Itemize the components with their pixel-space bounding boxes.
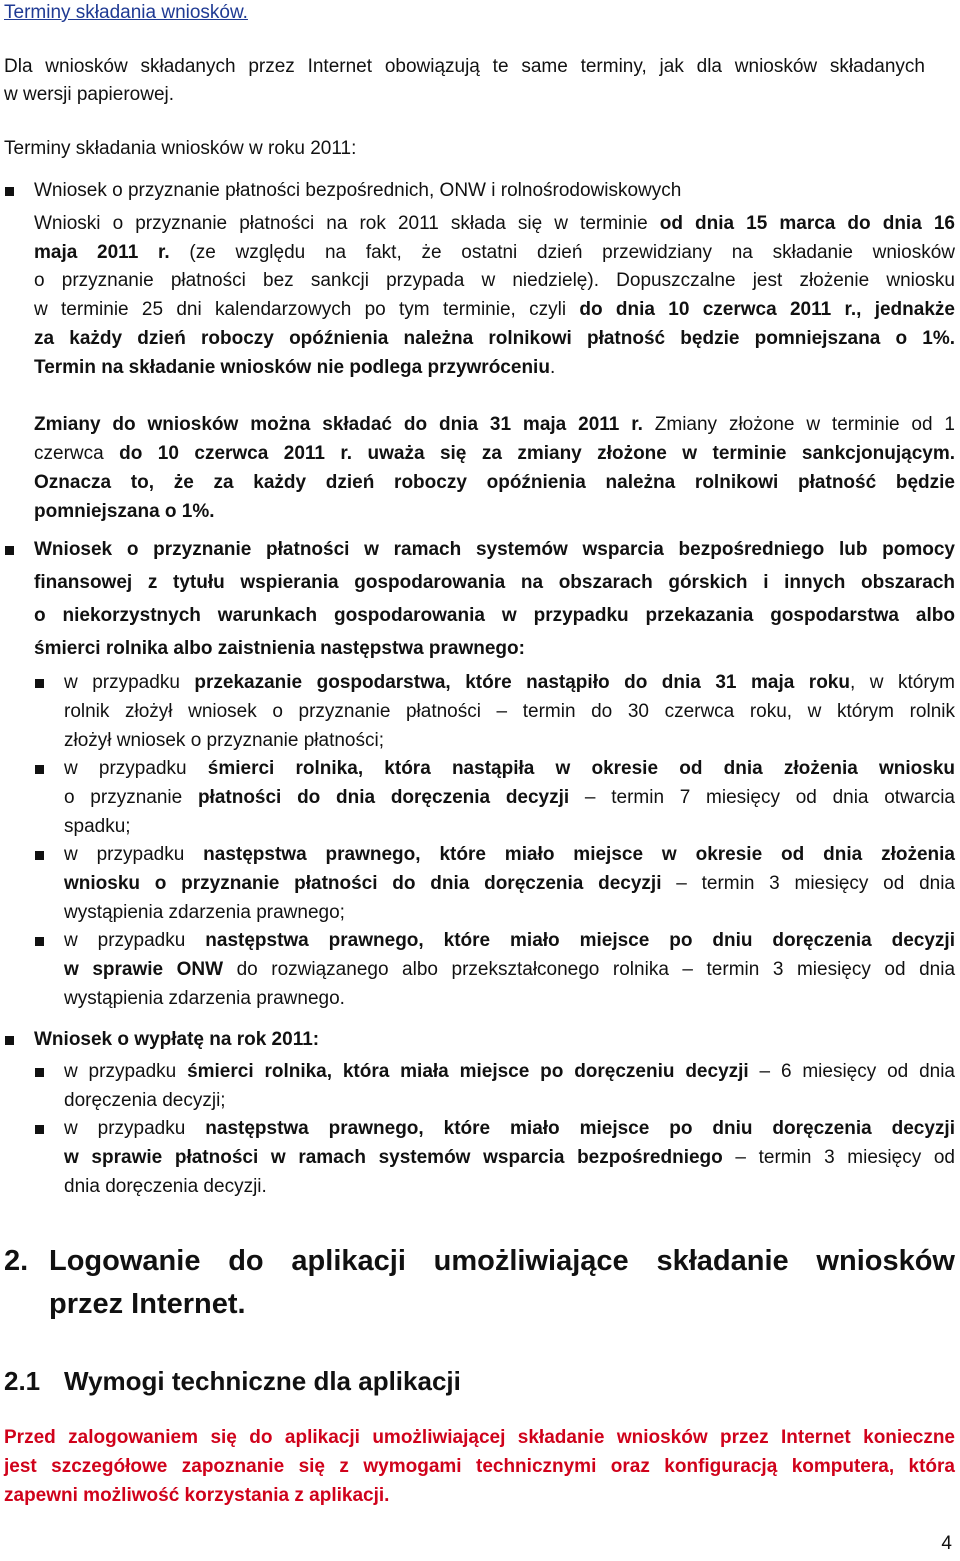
notice-line-3: zapewni możliwość korzystania z aplikacji. (4, 1485, 390, 1506)
section-b-item-3-line-3: wystąpienia zdarzenia prawnego; (64, 902, 345, 923)
bullet-square-icon (35, 937, 44, 946)
bullet-square-icon (35, 851, 44, 860)
section-a-line-6: Termin na składanie wniosków nie podlega przywróceniu. (34, 357, 556, 378)
section-b-title-4: śmierci rolnika albo zaistnienia następstwa prawnego: (34, 638, 525, 659)
section-b-item-3-line-2: wniosku o przyznanie płatności do dnia doręczenia decyzji – termin 3 miesięcy od dnia (64, 873, 955, 894)
section-c-item-1-line-2: doręczenia decyzji; (64, 1090, 226, 1111)
section-b-item-2-line-1: w przypadku śmierci rolnika, która nastąpiła w okresie od dnia złożenia wniosku (64, 758, 955, 779)
page-number: 4 (941, 1533, 952, 1554)
section-c-title: Wniosek o wypłatę na rok 2011: (34, 1029, 320, 1050)
section-a-line-4: w terminie 25 dni kalendarzowych po tym terminie, czyli do dnia 10 czerwca 2011 r., jednakże (34, 299, 955, 320)
section-b-item-2-line-2: o przyznanie płatności do dnia doręczenia decyzji – termin 7 miesięcy od dnia otwarcia (64, 787, 955, 808)
section-a-line-2: maja 2011 r. (ze względu na fakt, że ostatni dzień przewidziany na składanie wniosków (34, 242, 955, 263)
intro-line-2: w wersji papierowej. (4, 84, 175, 105)
bullet-square-icon (35, 1068, 44, 1077)
section-b-title-1: Wniosek o przyznanie płatności w ramach systemów wsparcia bezpośredniego lub pomocy (34, 539, 955, 560)
section-b-item-3-line-1: w przypadku następstwa prawnego, które miało miejsce w okresie od dnia złożenia (64, 844, 955, 865)
section-b-title-2: finansowej z tytułu wspierania gospodarowania na obszarach górskich i innych obszarach (34, 572, 955, 593)
changes-line-4: pomniejszana o 1%. (34, 501, 215, 522)
section-b-item-4-line-1: w przypadku następstwa prawnego, które miało miejsce po dniu doręczenia decyzji (64, 930, 955, 951)
changes-line-3: Oznacza to, że za każdy dzień roboczy opóźnienia należna rolnikowi płatność będzie (34, 472, 955, 493)
changes-line-2: czerwca do 10 czerwca 2011 r. uważa się za zmiany złożone w terminie sankcjonującym. (34, 443, 955, 464)
section-c-item-2-line-3: dnia doręczenia decyzji. (64, 1176, 267, 1197)
heading-1-line-1: Logowanie do aplikacji umożliwiające składanie wniosków (49, 1245, 955, 1277)
section-c-item-1-line-1: w przypadku śmierci rolnika, która miała miejsce po doręczeniu decyzji – 6 miesięcy od dnia (64, 1061, 955, 1082)
section-b-item-1-line-1: w przypadku przekazanie gospodarstwa, które nastąpiło do dnia 31 maja roku, w którym (64, 672, 955, 693)
section-a-line-3: o przyznanie płatności bez sankcji przypada w niedzielę). Dopuszczalne jest złożenie wniosku (34, 270, 955, 291)
section-b-item-4-line-3: wystąpienia zdarzenia prawnego. (64, 988, 345, 1009)
notice-line-1: Przed zalogowaniem się do aplikacji umożliwiającej składanie wniosków przez Internet konieczne (4, 1427, 955, 1448)
heading-1-number: 2. (4, 1245, 29, 1277)
heading-2-number: 2.1 (4, 1366, 41, 1396)
heading-link[interactable]: Terminy składania wniosków. (4, 2, 248, 23)
section-c-item-2-line-1: w przypadku następstwa prawnego, które miało miejsce po dniu doręczenia decyzji (64, 1118, 955, 1139)
bullet-square-icon (35, 1125, 44, 1134)
notice-line-2: jest szczegółowe zapoznanie się z wymogami technicznymi oraz konfiguracją komputera, która (4, 1456, 955, 1477)
section-b-item-1-line-3: złożył wniosek o przyznanie płatności; (64, 730, 384, 751)
section-b-item-1-line-2: rolnik złożył wniosek o przyznanie płatności – termin do 30 czerwca roku, w którym rolnik (64, 701, 955, 722)
bullet-square-icon (5, 187, 14, 196)
section-a-line-1: Wnioski o przyznanie płatności na rok 2011 składa się w terminie od dnia 15 marca do dnia 16 (34, 213, 955, 234)
section-a-title: Wniosek o przyznanie płatności bezpośrednich, ONW i rolnośrodowiskowych (34, 180, 682, 201)
heading-1-line-2: przez Internet. (49, 1288, 246, 1320)
bullet-square-icon (35, 765, 44, 774)
changes-line-1: Zmiany do wniosków można składać do dnia 31 maja 2011 r. Zmiany złożone w terminie od 1 (34, 414, 955, 435)
bullet-square-icon (35, 679, 44, 688)
section-a-line-5: za każdy dzień roboczy opóźnienia należna rolnikowi płatność będzie pomniejszana o 1%. (34, 328, 955, 349)
heading-2-text: Wymogi techniczne dla aplikacji (64, 1366, 461, 1396)
section-b-item-2-line-3: spadku; (64, 816, 131, 837)
section-b-item-4-line-2: w sprawie ONW do rozwiązanego albo przekształconego rolnika – termin 3 miesięcy od dnia (64, 959, 956, 980)
section-c-item-2-line-2: w sprawie płatności w ramach systemów wsparcia bezpośredniego – termin 3 miesięcy od (64, 1147, 955, 1168)
bullet-square-icon (5, 546, 14, 555)
terms-title: Terminy składania wniosków w roku 2011: (4, 138, 357, 159)
bullet-square-icon (5, 1036, 14, 1045)
section-b-title-3: o niekorzystnych warunkach gospodarowania w przypadku przekazania gospodarstwa albo (34, 605, 955, 626)
intro-line-1: Dla wniosków składanych przez Internet obowiązują te same terminy, jak dla wniosków składanych (4, 56, 925, 77)
